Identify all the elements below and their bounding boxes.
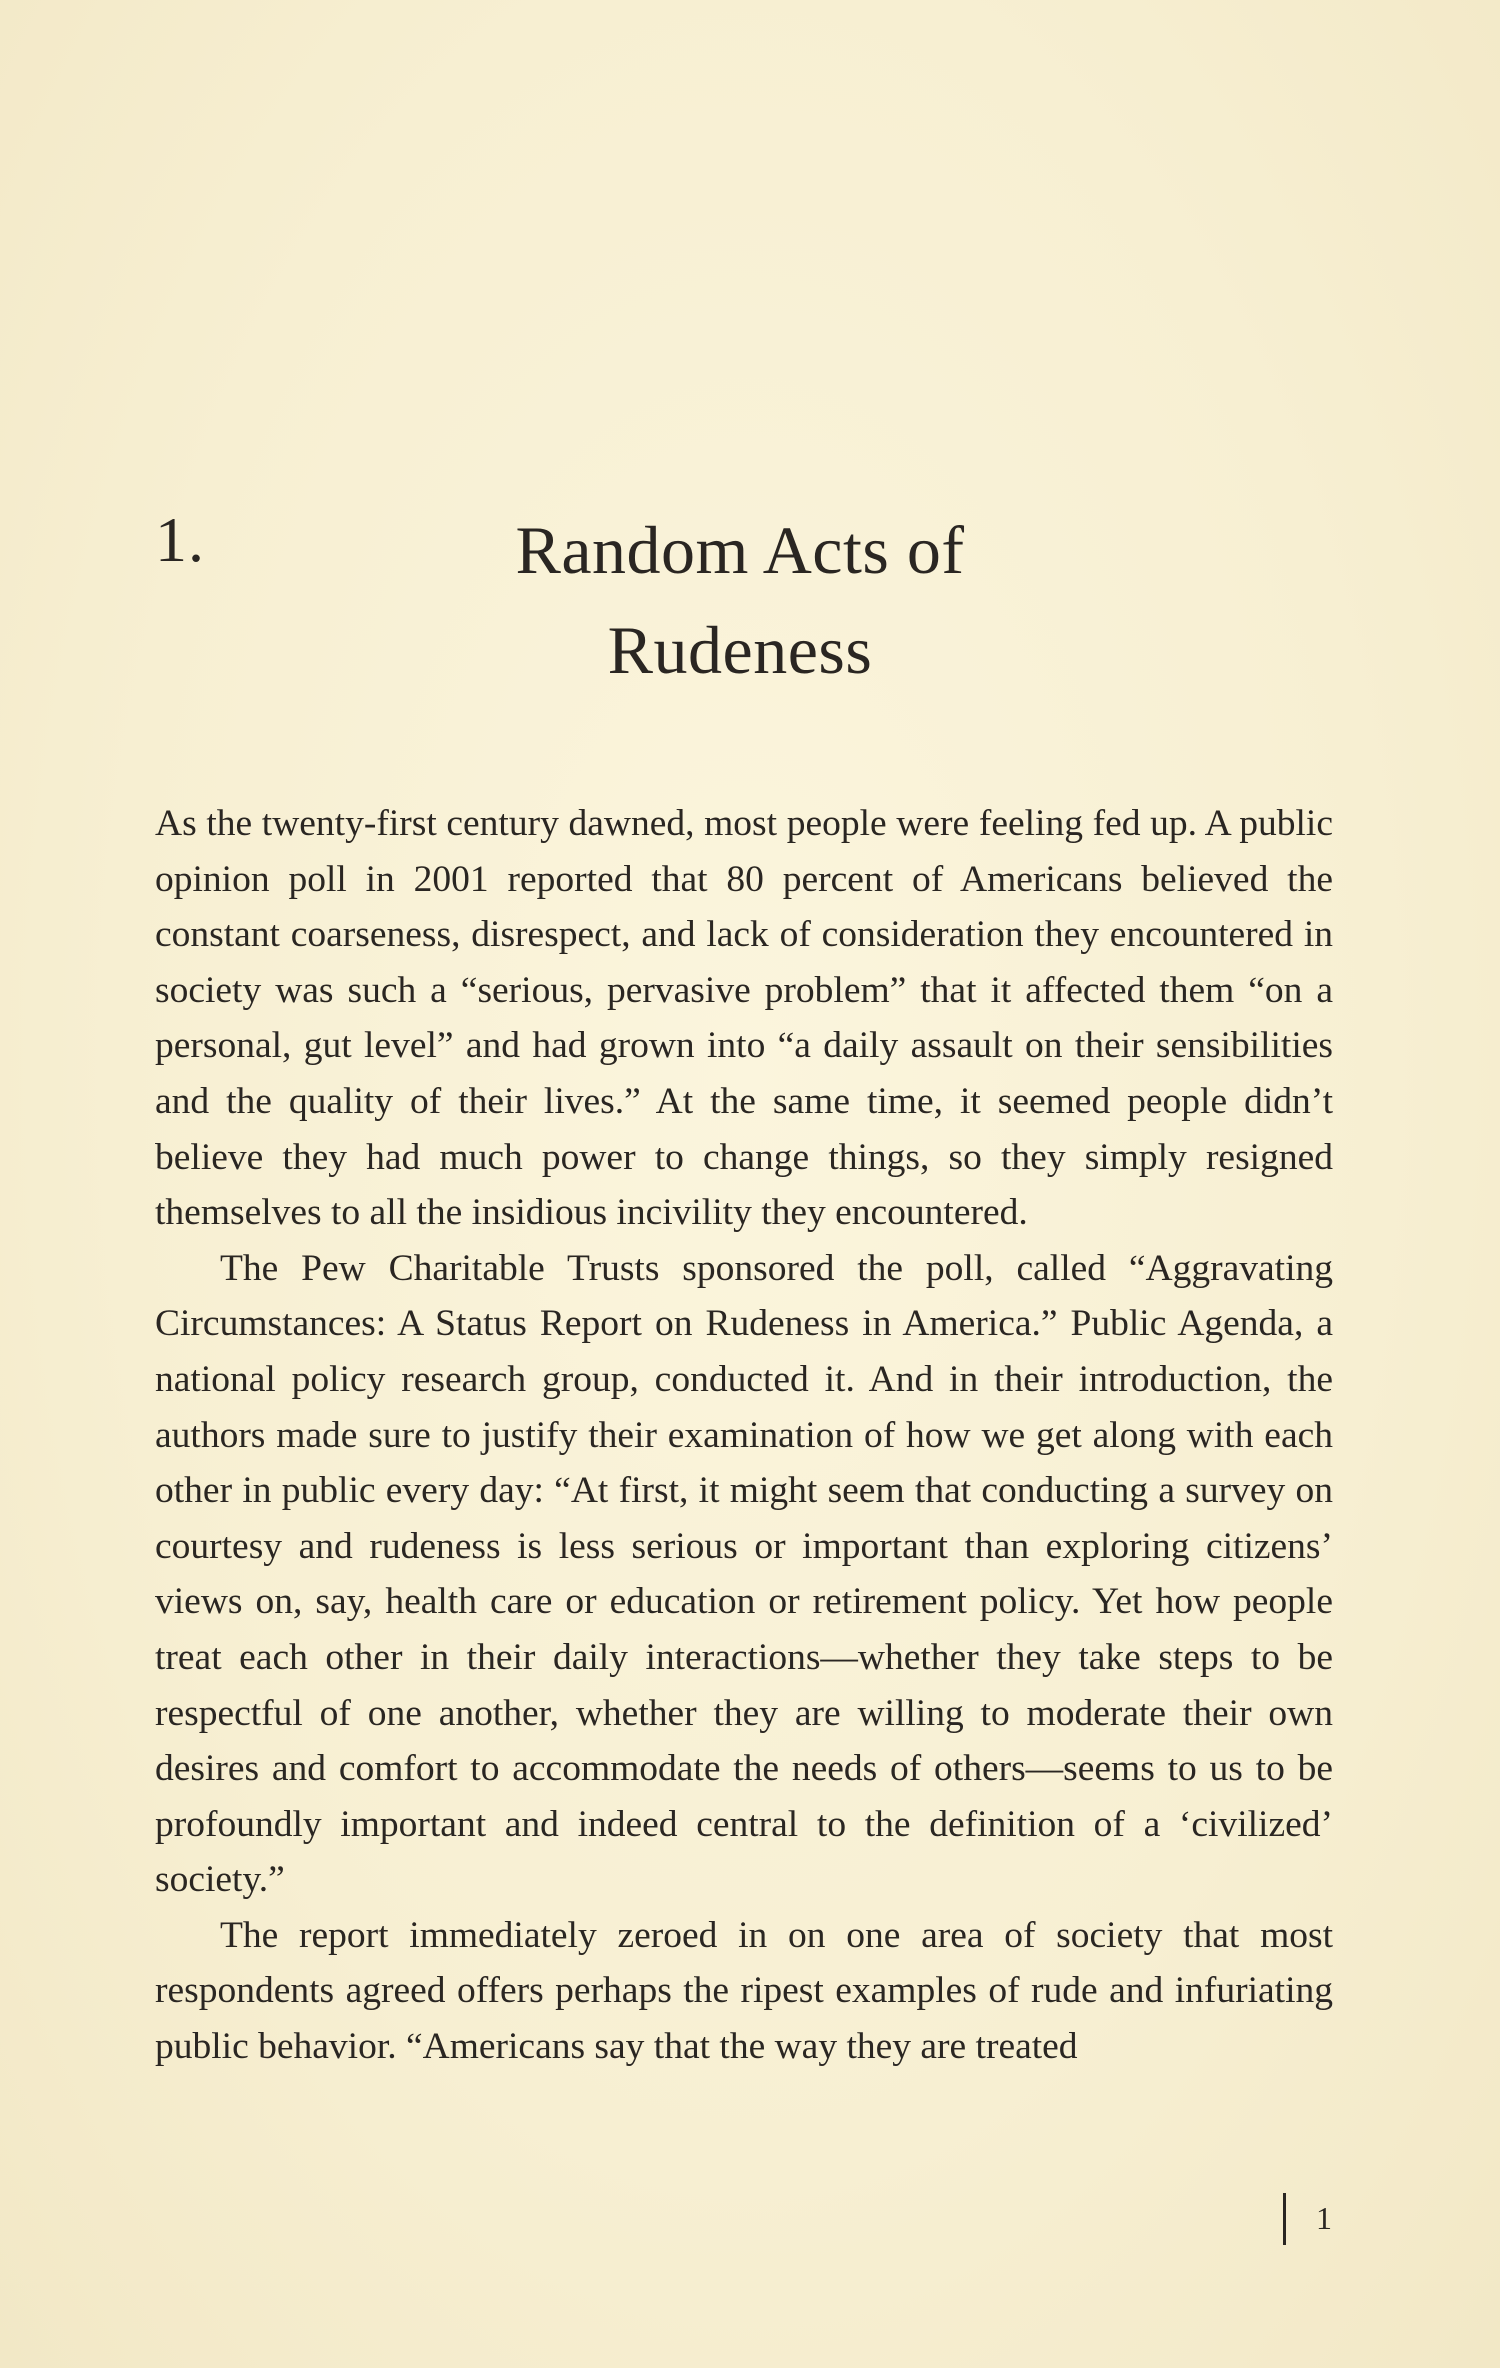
paragraph-2: The Pew Charitable Trusts sponsored the poll, called “Aggravating Circumstances: A Status Report on Rudeness in America.” Public Agenda, a national policy research group, conducted it. And in their introduction, the authors made sure to justify their examination of how we get along with each other in public every day: “At first, it might seem that conducting a survey on courtesy and rudeness is less serious or important than exploring citizens’ views on, say, health care or education or retirement policy. Yet how people treat each other in their daily interactions—whether they take steps to be respectful of one another, whether they are willing to moderate their own desires and comfort to accommodate the needs of others—seems to us to be profoundly important and indeed central to the definition of a ‘civilized’ society.” xyxy=(155,1247,1333,1901)
chapter-number: 1. xyxy=(155,504,205,575)
folio-rule xyxy=(1283,2193,1286,2245)
chapter-title-line-1: Random Acts of xyxy=(515,512,965,588)
body-text xyxy=(155,796,1333,2075)
paragraph-1: As the twenty-first century dawned, most people were feeling fed up. A public opinion poll in 2001 reported that 80 percent of Americans believed the constant coarseness, disrespect, and lack of consideration they encountered in society was such a “serious, pervasive problem” that it affected them “on a personal, gut level” and had grown into “a daily assault on their sensibilities and the quality of their lives.” At the same time, it seemed people didn’t believe they had much power to change things, so they simply resigned themselves to all the insidious incivility they encountered. xyxy=(155,803,1333,1234)
page-number: 1 xyxy=(1316,2200,1332,2236)
paragraph-3: The report immediately zeroed in on one area of society that most respondents agreed offers perhaps the ripest examples of rude and infuriating public behavior. “Americans say that the way they are treated xyxy=(155,1914,1333,2068)
chapter-title xyxy=(440,500,1040,700)
chapter-title-line-2: Rudeness xyxy=(607,612,873,688)
